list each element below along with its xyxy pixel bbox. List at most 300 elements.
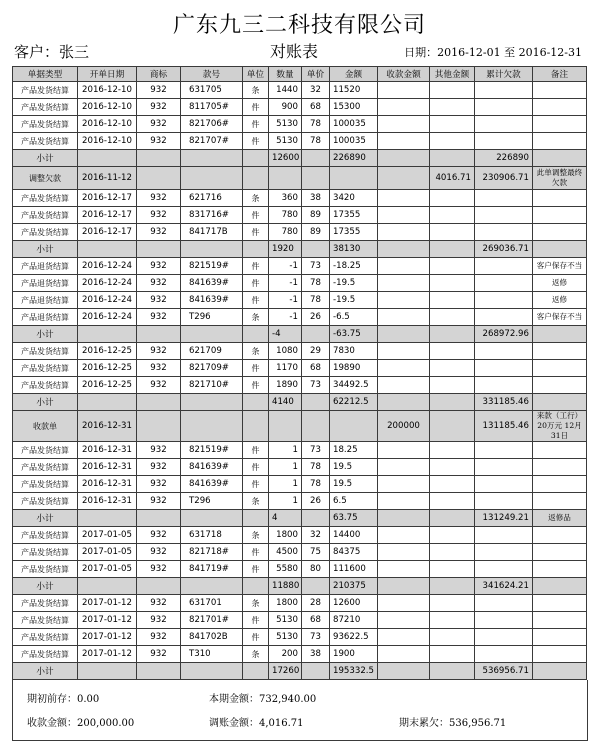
cell-price: 28 — [302, 595, 330, 612]
col-header: 单位 — [243, 67, 269, 82]
cell-qty: 780 — [269, 224, 302, 241]
cell-code: 621709 — [181, 343, 243, 360]
subtotal-note — [533, 326, 587, 343]
cell-date: 2016-12-10 — [78, 99, 137, 116]
cell-other — [430, 82, 475, 99]
cell-other — [430, 629, 475, 646]
empty-cell — [302, 150, 330, 167]
cell-note — [533, 133, 587, 150]
cell-date: 2016-12-31 — [78, 493, 137, 510]
cell-unit: 条 — [243, 190, 269, 207]
cell-amount: 19890 — [330, 360, 378, 377]
cell-qty: 1 — [269, 476, 302, 493]
cell-brand: 932 — [137, 275, 181, 292]
cell-code: 841639# — [181, 476, 243, 493]
period-amount: 本期金额：732,940.00 — [209, 694, 317, 705]
cell-debt — [475, 309, 533, 326]
customer-label: 客户：张三 — [14, 43, 90, 61]
subtotal-amount: 62212.5 — [330, 394, 378, 411]
empty-cell — [243, 394, 269, 411]
cell-note: 返修 — [533, 292, 587, 309]
cell-other — [430, 377, 475, 394]
cell-type: 产品发货结算 — [13, 224, 78, 241]
cell-type: 产品发货结算 — [13, 360, 78, 377]
cell-date: 2017-01-12 — [78, 595, 137, 612]
cell-brand: 932 — [137, 190, 181, 207]
cell-code: 841717B — [181, 224, 243, 241]
company-name: 广东九三二科技有限公司 — [172, 13, 426, 38]
empty-cell — [243, 510, 269, 527]
subtotal-row — [13, 663, 587, 680]
cell-price: 78 — [302, 459, 330, 476]
cell-unit: 件 — [243, 544, 269, 561]
empty-cell — [78, 241, 137, 258]
cell-price — [302, 167, 330, 190]
subtotal-row — [13, 326, 587, 343]
cell-date: 2017-01-12 — [78, 612, 137, 629]
cell-date: 2016-12-25 — [78, 343, 137, 360]
cell-recv — [378, 629, 430, 646]
table-row — [13, 377, 587, 394]
cell-qty: -1 — [269, 309, 302, 326]
subtotal-debt: 331185.46 — [475, 394, 533, 411]
cell-brand: 932 — [137, 258, 181, 275]
cell-recv — [378, 544, 430, 561]
cell-note — [533, 527, 587, 544]
col-header: 数量 — [269, 67, 302, 82]
cell-amount: 84375 — [330, 544, 378, 561]
cell-other — [430, 411, 475, 442]
cell-qty: -1 — [269, 275, 302, 292]
cell-date: 2016-12-31 — [78, 442, 137, 459]
cell-date: 2016-12-17 — [78, 207, 137, 224]
cell-other — [430, 224, 475, 241]
cell-code: 821519# — [181, 258, 243, 275]
empty-cell — [430, 394, 475, 411]
cell-recv — [378, 646, 430, 663]
cell-type: 产品发货结算 — [13, 116, 78, 133]
cell-type: 产品发货结算 — [13, 612, 78, 629]
subtotal-amount: 38130 — [330, 241, 378, 258]
cell-debt — [475, 527, 533, 544]
cell-unit: 条 — [243, 493, 269, 510]
cell-type: 产品退货结算 — [13, 309, 78, 326]
cell-code: T296 — [181, 493, 243, 510]
cell-qty: 5580 — [269, 561, 302, 578]
cell-note — [533, 646, 587, 663]
cell-unit: 件 — [243, 292, 269, 309]
empty-cell — [181, 510, 243, 527]
empty-cell — [430, 150, 475, 167]
cell-code: 811705# — [181, 99, 243, 116]
subtotal-qty: 1920 — [269, 241, 302, 258]
cell-brand: 932 — [137, 629, 181, 646]
cell-amount: -18.25 — [330, 258, 378, 275]
cell-type: 产品发货结算 — [13, 207, 78, 224]
cell-type: 产品发货结算 — [13, 343, 78, 360]
cell-note — [533, 224, 587, 241]
cell-note — [533, 493, 587, 510]
subtotal-debt: 131249.21 — [475, 510, 533, 527]
cell-qty: -1 — [269, 292, 302, 309]
cell-unit: 条 — [243, 343, 269, 360]
cell-unit: 件 — [243, 612, 269, 629]
cell-qty — [269, 167, 302, 190]
cell-unit: 件 — [243, 258, 269, 275]
cell-note — [533, 190, 587, 207]
empty-cell — [378, 663, 430, 680]
cell-brand: 932 — [137, 377, 181, 394]
empty-cell — [430, 241, 475, 258]
cell-amount: 7830 — [330, 343, 378, 360]
document-title: 对账表 — [270, 42, 319, 61]
cell-type: 产品发货结算 — [13, 544, 78, 561]
cell-type: 调整欠款 — [13, 167, 78, 190]
statement-table — [12, 66, 587, 680]
cell-date: 2016-12-24 — [78, 292, 137, 309]
cell-brand: 932 — [137, 360, 181, 377]
cell-price: 73 — [302, 377, 330, 394]
table-row — [13, 442, 587, 459]
cell-type: 产品发货结算 — [13, 99, 78, 116]
cell-other — [430, 442, 475, 459]
cell-unit: 件 — [243, 207, 269, 224]
cell-date: 2016-12-31 — [78, 476, 137, 493]
cell-amount: 18.25 — [330, 442, 378, 459]
empty-cell — [181, 394, 243, 411]
cell-debt: 230906.71 — [475, 167, 533, 190]
cell-amount: 34492.5 — [330, 377, 378, 394]
empty-cell — [430, 578, 475, 595]
cell-unit: 件 — [243, 275, 269, 292]
cell-qty: 5130 — [269, 612, 302, 629]
empty-cell — [243, 241, 269, 258]
empty-cell — [378, 150, 430, 167]
cell-recv — [378, 561, 430, 578]
cell-amount: 11520 — [330, 82, 378, 99]
cell-other — [430, 133, 475, 150]
cell-debt — [475, 224, 533, 241]
subtotal-row — [13, 394, 587, 411]
cell-recv — [378, 493, 430, 510]
table-row — [13, 561, 587, 578]
cell-price: 26 — [302, 493, 330, 510]
cell-recv — [378, 377, 430, 394]
cell-brand — [137, 167, 181, 190]
subtotal-amount: -63.75 — [330, 326, 378, 343]
cell-other — [430, 595, 475, 612]
empty-cell — [78, 663, 137, 680]
cell-brand: 932 — [137, 561, 181, 578]
cell-code: 841639# — [181, 459, 243, 476]
table-row — [13, 292, 587, 309]
cell-unit: 件 — [243, 459, 269, 476]
cell-unit: 件 — [243, 99, 269, 116]
cell-date: 2016-12-24 — [78, 258, 137, 275]
cell-type: 产品发货结算 — [13, 561, 78, 578]
cell-type: 产品发货结算 — [13, 476, 78, 493]
cell-qty: 200 — [269, 646, 302, 663]
table-row — [13, 207, 587, 224]
cell-date: 2017-01-05 — [78, 561, 137, 578]
empty-cell — [430, 510, 475, 527]
col-header: 单价 — [302, 67, 330, 82]
cell-brand: 932 — [137, 442, 181, 459]
subtotal-note: 返修品 — [533, 510, 587, 527]
cell-debt — [475, 207, 533, 224]
empty-cell — [137, 510, 181, 527]
cell-type: 产品发货结算 — [13, 459, 78, 476]
cell-brand: 932 — [137, 544, 181, 561]
cell-recv — [378, 275, 430, 292]
col-header: 金额 — [330, 67, 378, 82]
cell-note — [533, 343, 587, 360]
subtotal-row — [13, 150, 587, 167]
col-header: 开单日期 — [78, 67, 137, 82]
cell-amount: 87210 — [330, 612, 378, 629]
cell-qty: 1 — [269, 493, 302, 510]
table-row — [13, 544, 587, 561]
cell-debt — [475, 343, 533, 360]
cell-code: 841702B — [181, 629, 243, 646]
cell-unit: 件 — [243, 116, 269, 133]
cell-qty: -1 — [269, 258, 302, 275]
cell-code: T310 — [181, 646, 243, 663]
cell-date: 2016-12-31 — [78, 411, 137, 442]
cell-debt — [475, 646, 533, 663]
cell-note: 来款（工行）20万元 12月31日 — [533, 411, 587, 442]
subtotal-label: 小计 — [13, 394, 78, 411]
cell-type: 产品退货结算 — [13, 258, 78, 275]
empty-cell — [78, 326, 137, 343]
table-row — [13, 612, 587, 629]
cell-price: 89 — [302, 207, 330, 224]
cell-price: 68 — [302, 99, 330, 116]
cell-debt — [475, 442, 533, 459]
cell-unit: 条 — [243, 595, 269, 612]
cell-amount: 100035 — [330, 116, 378, 133]
cell-code: 821706# — [181, 116, 243, 133]
empty-cell — [137, 326, 181, 343]
cell-recv — [378, 527, 430, 544]
subtotal-row — [13, 510, 587, 527]
empty-cell — [181, 578, 243, 595]
cell-note: 返修 — [533, 275, 587, 292]
cell-amount: 100035 — [330, 133, 378, 150]
subtotal-label: 小计 — [13, 150, 78, 167]
cell-price: 68 — [302, 360, 330, 377]
subtotal-qty: 4140 — [269, 394, 302, 411]
table-row — [13, 629, 587, 646]
empty-cell — [78, 510, 137, 527]
cell-note: 客户保存不当 — [533, 309, 587, 326]
cell-date: 2016-12-24 — [78, 309, 137, 326]
cell-debt — [475, 459, 533, 476]
subtotal-amount: 63.75 — [330, 510, 378, 527]
cell-debt — [475, 82, 533, 99]
cell-date: 2016-12-25 — [78, 377, 137, 394]
cell-other — [430, 646, 475, 663]
cell-date: 2016-12-10 — [78, 116, 137, 133]
subtotal-debt: 341624.21 — [475, 578, 533, 595]
empty-cell — [302, 663, 330, 680]
cell-brand: 932 — [137, 99, 181, 116]
closing-debt: 期末累欠：536,956.71 — [399, 718, 507, 729]
cell-date: 2016-12-10 — [78, 82, 137, 99]
empty-cell — [137, 241, 181, 258]
cell-qty: 780 — [269, 207, 302, 224]
cell-brand: 932 — [137, 476, 181, 493]
cell-note — [533, 99, 587, 116]
cell-price: 73 — [302, 442, 330, 459]
cell-recv — [378, 258, 430, 275]
table-row — [13, 275, 587, 292]
cell-amount: 19.5 — [330, 459, 378, 476]
cell-price: 80 — [302, 561, 330, 578]
cell-price: 78 — [302, 476, 330, 493]
cell-other — [430, 459, 475, 476]
table-row — [13, 493, 587, 510]
table-header-row — [13, 67, 587, 82]
cell-code: 631701 — [181, 595, 243, 612]
col-header: 其他金额 — [430, 67, 475, 82]
cell-type: 产品发货结算 — [13, 493, 78, 510]
cell-qty: 1800 — [269, 595, 302, 612]
cell-qty: 1080 — [269, 343, 302, 360]
empty-cell — [302, 510, 330, 527]
table-row — [13, 258, 587, 275]
table-row — [13, 99, 587, 116]
empty-cell — [181, 150, 243, 167]
cell-recv — [378, 612, 430, 629]
table-row — [13, 116, 587, 133]
cell-type: 产品发货结算 — [13, 133, 78, 150]
subtotal-qty: 12600 — [269, 150, 302, 167]
cell-type: 产品发货结算 — [13, 646, 78, 663]
cell-debt — [475, 612, 533, 629]
cell-brand: 932 — [137, 343, 181, 360]
cell-date: 2017-01-05 — [78, 527, 137, 544]
cell-date: 2017-01-12 — [78, 646, 137, 663]
cell-note — [533, 116, 587, 133]
cell-code: 631705 — [181, 82, 243, 99]
cell-amount: 6.5 — [330, 493, 378, 510]
cell-recv — [378, 207, 430, 224]
cell-brand: 932 — [137, 82, 181, 99]
cell-date: 2016-12-17 — [78, 190, 137, 207]
cell-recv: 200000 — [378, 411, 430, 442]
cell-brand: 932 — [137, 116, 181, 133]
cell-debt — [475, 275, 533, 292]
cell-amount: 111600 — [330, 561, 378, 578]
cell-debt — [475, 544, 533, 561]
cell-code: T296 — [181, 309, 243, 326]
cell-recv — [378, 459, 430, 476]
cell-unit: 件 — [243, 133, 269, 150]
table-row — [13, 82, 587, 99]
cell-debt — [475, 258, 533, 275]
cell-debt — [475, 493, 533, 510]
cell-brand: 932 — [137, 595, 181, 612]
empty-cell — [243, 578, 269, 595]
col-header: 商标 — [137, 67, 181, 82]
empty-cell — [302, 326, 330, 343]
date-range: 日期：2016-12-01 至 2016-12-31 — [404, 46, 582, 59]
col-header: 收款金额 — [378, 67, 430, 82]
cell-price: 73 — [302, 258, 330, 275]
cell-price: 75 — [302, 544, 330, 561]
subtotal-note — [533, 394, 587, 411]
cell-price: 73 — [302, 629, 330, 646]
cell-recv — [378, 595, 430, 612]
subtotal-amount: 210375 — [330, 578, 378, 595]
cell-type: 产品发货结算 — [13, 629, 78, 646]
cell-unit: 件 — [243, 377, 269, 394]
table-row — [13, 167, 587, 190]
cell-debt — [475, 133, 533, 150]
cell-other — [430, 258, 475, 275]
cell-qty: 1440 — [269, 82, 302, 99]
cell-note — [533, 561, 587, 578]
subtotal-debt: 226890 — [475, 150, 533, 167]
cell-type: 产品发货结算 — [13, 527, 78, 544]
col-header: 累计欠款 — [475, 67, 533, 82]
subtotal-debt: 268972.96 — [475, 326, 533, 343]
cell-code: 821701# — [181, 612, 243, 629]
cell-qty: 1170 — [269, 360, 302, 377]
empty-cell — [430, 326, 475, 343]
cell-debt — [475, 377, 533, 394]
table-row — [13, 459, 587, 476]
cell-recv — [378, 476, 430, 493]
cell-code: 831716# — [181, 207, 243, 224]
cell-note — [533, 476, 587, 493]
cell-date: 2017-01-12 — [78, 629, 137, 646]
col-header: 款号 — [181, 67, 243, 82]
cell-date: 2016-12-17 — [78, 224, 137, 241]
empty-cell — [243, 326, 269, 343]
cell-brand: 932 — [137, 224, 181, 241]
cell-price: 38 — [302, 646, 330, 663]
cell-code: 631718 — [181, 527, 243, 544]
cell-recv — [378, 82, 430, 99]
cell-price: 78 — [302, 116, 330, 133]
adjust-amount: 调账金额：4,016.71 — [209, 718, 304, 729]
table-row — [13, 360, 587, 377]
subtotal-label: 小计 — [13, 663, 78, 680]
cell-note — [533, 360, 587, 377]
empty-cell — [137, 150, 181, 167]
cell-amount: 1900 — [330, 646, 378, 663]
cell-code: 821519# — [181, 442, 243, 459]
cell-qty — [269, 411, 302, 442]
cell-other — [430, 116, 475, 133]
cell-amount: 93622.5 — [330, 629, 378, 646]
cell-debt — [475, 476, 533, 493]
empty-cell — [378, 510, 430, 527]
cell-recv — [378, 167, 430, 190]
table-row — [13, 309, 587, 326]
subtotal-qty: 17260 — [269, 663, 302, 680]
cell-other: 4016.71 — [430, 167, 475, 190]
cell-qty: 5130 — [269, 133, 302, 150]
cell-other — [430, 493, 475, 510]
cell-type: 产品发货结算 — [13, 190, 78, 207]
cell-recv — [378, 360, 430, 377]
cell-unit: 件 — [243, 629, 269, 646]
cell-recv — [378, 99, 430, 116]
cell-price: 26 — [302, 309, 330, 326]
